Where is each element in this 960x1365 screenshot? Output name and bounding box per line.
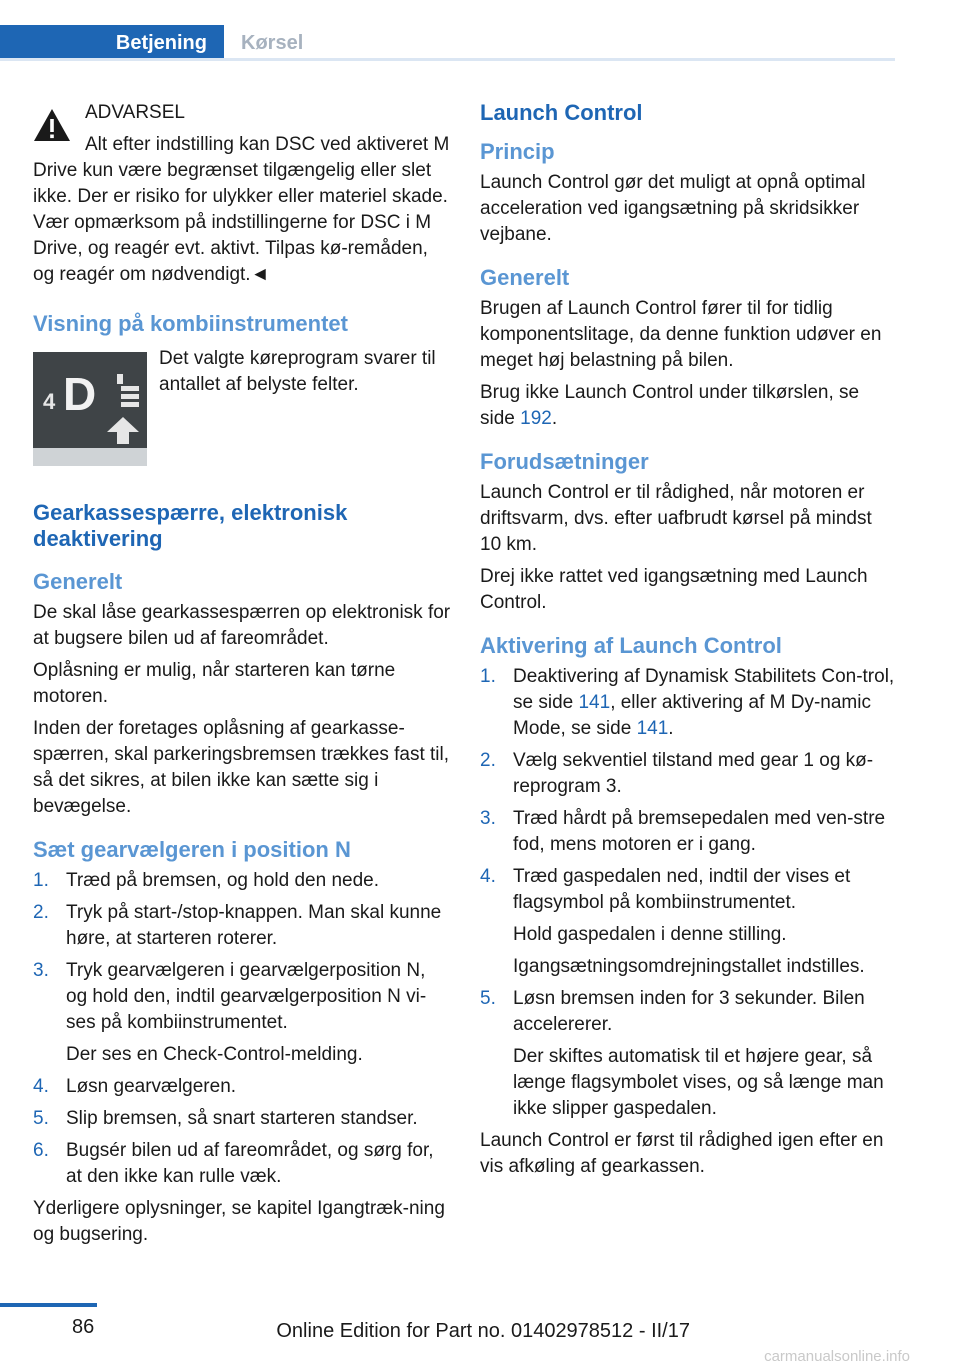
generelt-right-p1: Brugen af Launch Control fører til for tidlig komponentslitage, da denne funktion udøver en meget høj belastning på bilen. [480, 298, 882, 371]
princip-text: Launch Control gør det muligt at opnå optimal acceleration ved igangsætning på skridsikker vejbane. [480, 172, 866, 245]
generelt-p1: De skal låse gearkassespærren op elektronisk for at bugsere bilen ud af fareområdet. [33, 602, 451, 649]
tab-korsel[interactable]: Kørsel [241, 32, 304, 54]
list-item: 5. Slip bremsen, så snart starteren standser. [33, 1108, 418, 1129]
kombi-section [33, 346, 451, 464]
page-number: 86 [72, 1316, 95, 1338]
page-link[interactable]: 192 [520, 408, 552, 429]
position-heading: Sæt gearvælgeren i position N [33, 837, 351, 862]
left-column [33, 100, 451, 1254]
display-strip [33, 448, 147, 466]
closing-left: Yderligere oplysninger, se kapitel Igangtræk-ning og bugsering. [33, 1198, 445, 1245]
kombi-text: Det valgte køreprogram svarer til antallet af belyste felter. [159, 348, 436, 395]
header-tabs [0, 25, 895, 61]
generelt-heading-left: Generelt [33, 569, 123, 594]
kombi-display-image [33, 352, 147, 466]
gear-letter: D [63, 368, 97, 420]
forud-p1: Launch Control er til rådighed, når motoren er driftsvarm, dvs. efter uafbrudt kørsel på mindst 10 km. [480, 482, 872, 555]
steps-list-right [480, 664, 895, 1122]
generelt-p3: Inden der foretages oplåsning af gearkasse-spærren, skal parkeringsbremsen trækkes fast til, så det sikres, at bilen ikke kan sætte sig i bevægelse. [33, 718, 450, 817]
list-item: 2. Vælg sekventiel tilstand med gear 1 og kø-reprogram 3. [480, 750, 874, 797]
list-item: 2. Tryk på start-/stop-knappen. Man skal kunne høre, at starteren roterer. [33, 902, 442, 949]
generelt-right-p2: Brug ikke Launch Control under tilkørslen, se side 192. [480, 382, 860, 429]
kombi-heading: Visning på kombiinstrumentet [33, 311, 348, 336]
page-link[interactable]: 141 [636, 718, 669, 739]
generelt-p2: Oplåsning er mulig, når starteren kan tørne motoren. [33, 660, 396, 707]
program-number: 4 [43, 389, 56, 414]
list-item: 4. Træd gaspedalen ned, indtil der vises et flagsymbol på kombiinstrumentet. Hold gaspedalen i denne stilling. Igangsætningsomdrejningstallet indstilles. [480, 866, 865, 977]
closing-right: Launch Control er først til rådighed igen efter en vis afkøling af gearkassen. [480, 1130, 884, 1177]
list-item: 6. Bugsér bilen ud af fareområdet, og sørg for, at den ikke kan rulle væk. [33, 1140, 434, 1187]
warning-triangle-icon [33, 108, 71, 142]
right-column [480, 100, 895, 1186]
list-item: 1. Deaktivering af Dynamisk Stabilitets Con-trol, se side 141, eller aktivering af M Dy-namic Mode, se side 141. [480, 666, 895, 739]
forud-heading: Forudsætninger [480, 449, 649, 474]
generelt-heading-right: Generelt [480, 265, 570, 290]
steps-list-left [33, 868, 451, 1190]
gear-heading: Gearkassespærre, elektronisk deaktivering [33, 500, 348, 551]
princip-heading: Princip [480, 139, 555, 164]
edition-text: Online Edition for Part no. 01402978512 - II/17 [276, 1320, 690, 1342]
page-link[interactable]: 141 [578, 692, 611, 713]
warning-text: Alt efter indstilling kan DSC ved aktiveret M Drive kun være begrænset tilgængelig eller slet ikke. Der er risiko for ulykker eller materiel skade. Vær opmærksom på indstillingerne for DSC i M Drive, og reagér evt. aktivt. Tilpas kø-remåden, og reagér om nødvendigt.◄ [33, 134, 450, 285]
warning-box [33, 100, 451, 288]
upshift-arrow-icon [107, 417, 139, 444]
header-divider [0, 58, 895, 61]
list-item: 1. Træd på bremsen, og hold den nede. [33, 870, 379, 891]
tab-betjening[interactable]: Betjening [0, 25, 224, 61]
aktiv-heading: Aktivering af Launch Control [480, 633, 782, 658]
footer-rule [0, 1303, 97, 1307]
list-item: 5. Løsn bremsen inden for 3 sekunder. Bilen accelererer. Der skiftes automatisk til et højere gear, så længe flagsymbolet vises, og så længe man ikke slipper gaspedalen. [480, 988, 884, 1119]
launch-heading: Launch Control [480, 100, 643, 125]
forud-p2: Drej ikke rattet ved igangsætning med Launch Control. [480, 566, 868, 613]
watermark: carmanualsonline.info [764, 1348, 910, 1365]
warning-title: ADVARSEL [85, 102, 185, 123]
list-item: 3. Træd hårdt på bremsepedalen med ven-stre fod, mens motoren er i gang. [480, 808, 886, 855]
list-item: 3. Tryk gearvælgeren i gearvælgerposition N, og hold den, indtil gearvælgerposition N vi-ses på kombiinstrumentet. Der ses en Check-Control-melding. [33, 960, 427, 1065]
list-item: 4. Løsn gearvælgeren. [33, 1076, 237, 1097]
